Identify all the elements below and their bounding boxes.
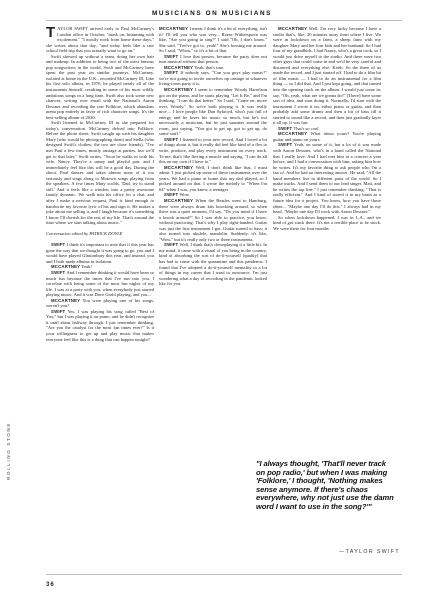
exchange: MCCARTNEY I seem to remember Woody Harrelson got on the piano, and he starts playing "Let It Be," and I'm thinking, "I can do that better." So I said, "Come on, move over, Woody." So we're both playing it. It was really nice.... I love people like Dan Aykroyd, who's just full of energy and he loves his music so much, but he's not necessarily a musician, but he just saunters around the room, just saying, "You got to get up, got to get up, do some stuff." [159,87,268,137]
pull-quote-attribution: —TAYLOR SWIFT [339,549,400,555]
exchange: MCCARTNEY Well, I'm very lucky because I have a studio that's, like, 20 minutes away from where I live. We were in lockdown on a farm, a sheep farm with my daughter Mary and her four kids and her husband. So I had four of my grandkids, I had Nancy, who's a great cook, so I would just drive myself to the studio. And there were two other guys that could come in and we'd be very careful and distanced and everything else. Keith. So the three of us made the record, and I just started off. I had to do a film bit of film music — I had to do an instrumental for a film thing — so I did that. And I just kept going, and that turned into the opening track on the album. I would just come in, say, "Oh, yeah, what are we gonna do?" [There] have some sort of idea, and start doing it. Normally, I'd start with the instrument I wrote it on, either piano or guitar, and then probably add some drums and then a bit of bass till it started to sound like a record, and then just gradually layer it all up. It was fun. [273,26,381,126]
exchange: SWIFT Wow. [164,192,190,198]
footer-divider [46,574,402,575]
exchange: SWIFT Yes, I was playing his song called "Best of You," but I was playing it on piano, and he didn't recognize it until about halfway through. I just remember thinking, "Are you the catalyst for the most fun times ever?" Is it your willingness to get up and play music that makes everyone feel like this is a thing that can happen tonight? [46,308,154,342]
sidebar-vertical-label [4,300,14,480]
intro-paragraph-2: Swift showed up without a team, doing her own hair and makeup. In addition to being two of the most famous pop songwriters in the world, Swift and McCartney have spent the past year on similar journeys. McCartney, isolated at home in the U.K., recorded McCartney III. Like his first solo album, in 1970, he played nearly all of the instruments himself, resulting in some of his most wildly ambitious songs in a long time. Swift also took some new chances, writing over email with the National's Aaron Dessner and recording the raw Folklore, which abandons arena pop entirely in favor of rich character songs. It's the best-selling album of 2020. [46,53,154,120]
exchange: MCCARTNEY When the Beatles went to Hamburg, there were always drum kits knocking around, so when there was a quiet moment, I'd say, "Do you mind if I have a knock around?" So I was able to practice, you know, without practicing. That's why I play right-handed. Guitar was just the first instrument I got. Guitar turned to bass; it also turned into ukulele, mandolin. Suddenly, it's like, "Wow," but it's really only two or three instruments. [159,197,267,242]
exchange: MCCARTNEY You were playing one of his songs, weren't you? [46,297,154,309]
header-divider [46,20,402,21]
exchange: MCCARTNEY Well, I don't think like that, I must admit. I just picked up some of these instruments over the years. We had a piano at home that my dad played, so I picked around on that. I wrote the melody to "When I'm 64" when I was, you know, a teenager. [159,164,267,192]
exchange: MCCARTNEY I mean, I think it's a bit of everything, isn't it? I'll tell you who was very... Reese Witherspoon was like, "Are you going to sing?" I said "Oh, I don't know." She said, "You've got to, yeah!" She's bossing me around. So I said, "Whoa," so it's a bit of that. [159,26,267,54]
editor-credit: Conversation edited by PATRICK DOYLE [46,230,123,236]
exchange: SWIFT I think it's important to note that if this year has gone the way that we thought it was going to go, you and I would have played Glastonbury this year, and instead, you and I both made albums in isolation. [46,242,154,264]
intro-paragraph-1: TAYLOR SWIFT arrived early to Paul McCartney's London office in October, "mask on, brimming with excitement." "I mostly work from home these days," she writes about that day, "and today feels like a rare school field trip that you actually want to go on." [46,24,154,54]
exchange: SWIFT If nobody says, "Can you guys play music?" we're not going to invite ourselves up onstage at whatever living-room party it is. [159,70,267,87]
exchange: SWIFT Yeah, on some of it, but a lot of it was made with Aaron Dessner, who's in a band called the National that I really love. And I had met him at a concert a year before, and I had a conversation with him, asking him how he writes. It's my favorite thing to ask people who I'm a fan of. And he had an interesting answer. He said, "All the band members live in different parts of the world. So I make tracks. And I send them to our lead singer, Matt, and he writes the top line." I just remember thinking, "That is really efficient." And I kind of stored it in my brain as a future idea for a project. You know, how you have those ideas... "Maybe one day I'll do this." I always had in my head, "Maybe one day I'll work with Aaron Dessner." [273,142,381,215]
section-header: MUSICIANS ON MUSICIANS [151,10,273,17]
magazine-name: ROLLING STONE [6,422,11,480]
pull-quote: "I always thought, 'That'll never track on pop radio,' but when I was making 'Folklore,' I thought, 'Nothing makes sense anymore. If there's chaos everywhere, why not just use the damn word I want to use in the song?'" [256,459,394,511]
exchange: So when lockdown happened, I was in L.A., and we kind of got stuck there. It's not a terrible place to be stuck. We were there for four months [273,214,381,231]
article-column-1 [46,26,154,342]
exchange: SWIFT That's so cool. [278,125,320,131]
exchange: MCCARTNEY Yeah, that's true. [164,64,225,70]
exchange: SWIFT And I remember thinking it would have been so much fun because the times that I've run into you, I correlate with being some of the most fun nights of my life. I was at a party with you, when everybody just started playing music. And it was Dave Grohl playing, and you... [46,269,154,298]
article-column-2 [159,26,267,287]
exchange: SWIFT I love that person, because the party does not turn musical without that person. [159,53,268,65]
exchange: SWIFT I listened to your new record. And I loved a lot of things about it, but it really did feel like kind of a flex to write, produce, and play every instrument on every track. To me, that's like flexing a muscle and saying, "I can do all this on my own if I have to." [159,136,267,165]
intro-paragraph-3: Swift listened to McCartney III as she prepared for today's conversation. McCartney delved into Folklore. Before the photo shoot, Swift caught up with his daughter Mary (who would be photographing them) and Stella (who designed Swift's clothes; the two are close friends). "I've met Paul a few times, mostly onstage at parties, but we'll get to that later," Swift writes. "Soon he walks in with his wife, Nancy. They're a sunny and playful pair, and I immediately feel like this will be a good day. During the shoot, Paul dances and takes almost none of it too seriously and sings along to Motown songs playing from the speakers. A few times Mary scolds, 'Dad, try to stand still.' And it feels like a window into a pretty awesome family dynamic. We walk into his office for a chat, and after I make a nervous request, Paul is kind enough to handwrite my favorite lyric of his and sign it. He makes a joke about me selling it, and I laugh because it's something I know I'll cherish for the rest of my life. That's around the time where we start talking about music." [46,120,154,226]
exchange: MCCARTNEY Yeah! [51,264,92,270]
exchange: SWIFT Well, I think that's downplaying it a little bit. In my mind, it came with a visual of you being in the country, kind of absorbing the sort of do-it-yourself [quality] that has had to come with the quarantine and this pandemic. I found that I've adopted a do-it-yourself mentality to a lot of things in my career that I used to outsource. I'm just wondering what a day of recording in the pandemic looked like for you. [159,242,267,287]
exchange: MCCARTNEY What about yours? You're playing guitar and piano on yours. [273,131,381,142]
drop-cap: T [46,24,56,41]
page-number: 36 [46,582,55,588]
article-column-3 [273,26,381,231]
